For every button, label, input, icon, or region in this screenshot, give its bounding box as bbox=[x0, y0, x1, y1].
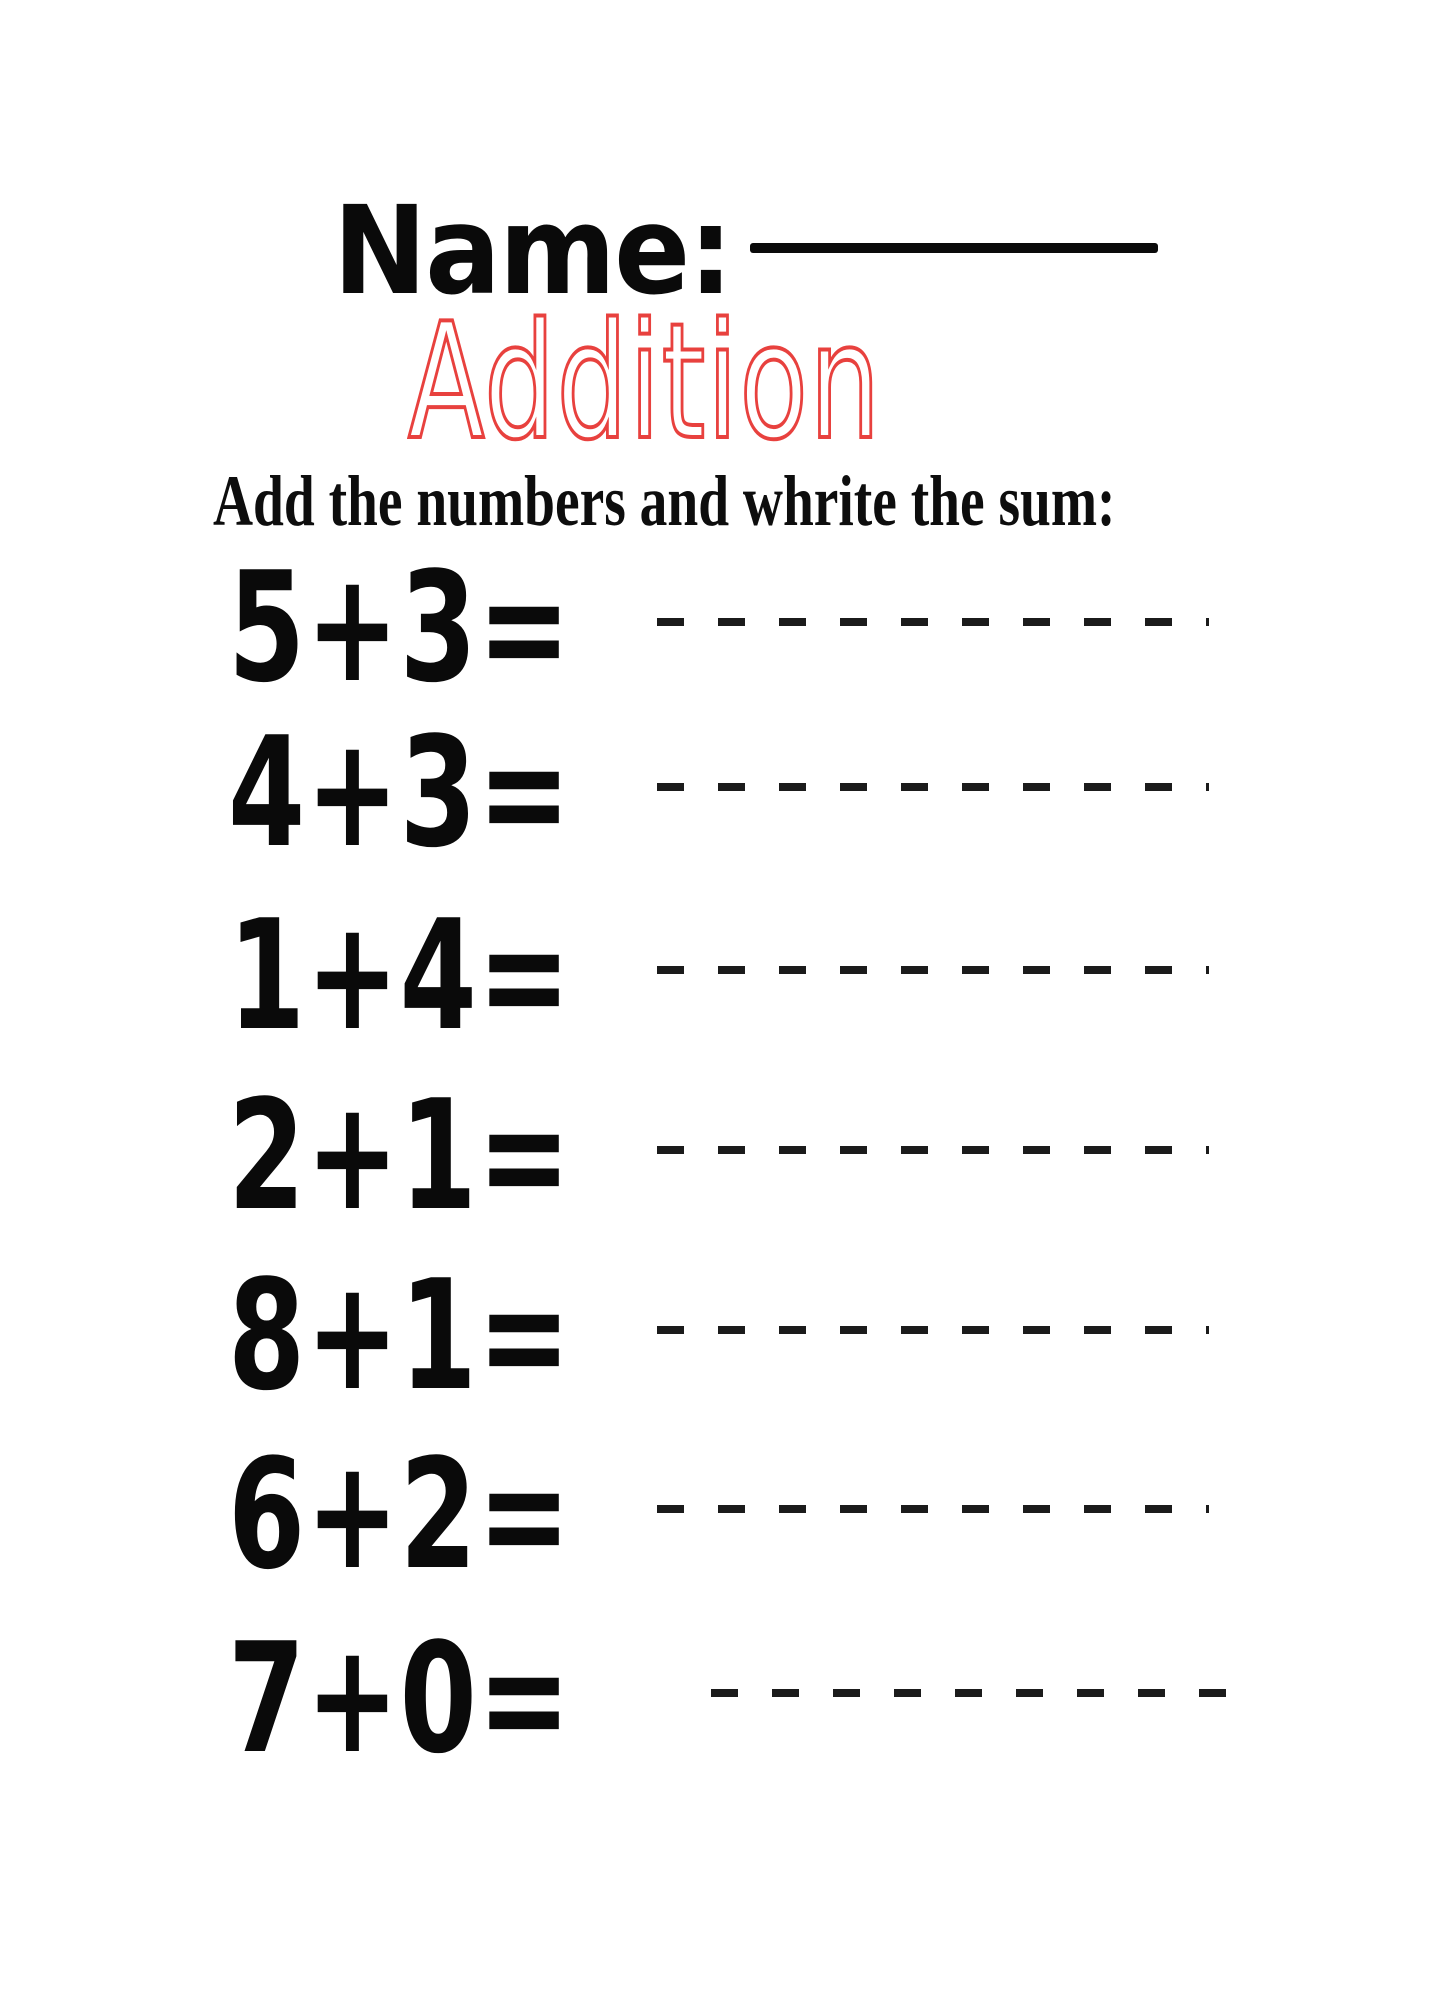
name-blank-line bbox=[750, 243, 1158, 253]
answer-blank-dashed-line bbox=[711, 1689, 1240, 1697]
problem-expression: 4+3= bbox=[228, 704, 572, 881]
worksheet-instruction: Add the numbers and whrite the sum: bbox=[213, 461, 1116, 541]
problem-row bbox=[228, 1426, 1328, 1603]
answer-blank-dashed-line bbox=[657, 966, 1209, 974]
problem-expression: 8+1= bbox=[228, 1247, 572, 1424]
answer-blank-dashed-line bbox=[657, 618, 1209, 626]
problem-row bbox=[228, 1067, 1328, 1244]
problem-row bbox=[228, 704, 1328, 881]
answer-blank-dashed-line bbox=[657, 1326, 1209, 1334]
problem-expression: 5+3= bbox=[228, 539, 572, 716]
name-label: Name: bbox=[333, 180, 732, 322]
answer-blank-dashed-line bbox=[657, 1505, 1209, 1513]
worksheet-title: Addition bbox=[408, 288, 882, 475]
problem-expression: 6+2= bbox=[228, 1426, 572, 1603]
problem-expression: 7+0= bbox=[228, 1610, 572, 1787]
problem-expression: 2+1= bbox=[228, 1067, 572, 1244]
answer-blank-dashed-line bbox=[657, 1146, 1209, 1154]
problem-row bbox=[228, 1610, 1328, 1787]
problem-expression: 1+4= bbox=[228, 887, 572, 1064]
answer-blank-dashed-line bbox=[657, 783, 1209, 791]
problem-row bbox=[228, 887, 1328, 1064]
problem-row bbox=[228, 539, 1328, 716]
problem-row bbox=[228, 1247, 1328, 1424]
